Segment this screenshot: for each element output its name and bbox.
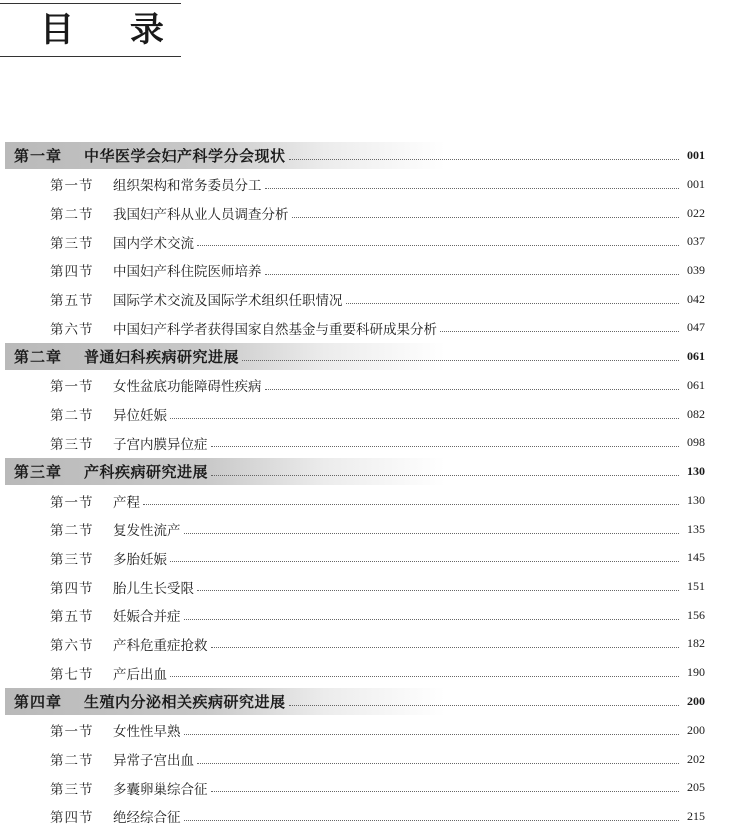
chapter-row[interactable] xyxy=(5,142,730,169)
section-label xyxy=(0,720,181,740)
section-number: 第一节 xyxy=(50,178,94,195)
page-number: 156 xyxy=(687,607,705,622)
section-row[interactable] xyxy=(0,515,730,544)
page-number: 042 xyxy=(687,291,705,306)
page-number: 037 xyxy=(687,234,705,249)
dot-leader xyxy=(184,820,680,821)
dot-leader xyxy=(265,188,680,189)
page-number: 082 xyxy=(687,406,705,421)
page-number: 151 xyxy=(687,579,705,594)
chapter-title: 生殖内分泌相关疾病研究进展 xyxy=(84,693,286,711)
section-title: 中国妇产科学者获得国家自然基金与重要科研成果分析 xyxy=(113,321,437,338)
section-label xyxy=(0,806,181,826)
section-number: 第一节 xyxy=(50,724,94,741)
section-number: 第四节 xyxy=(50,264,94,281)
section-title: 绝经综合征 xyxy=(113,810,181,827)
section-number: 第三节 xyxy=(50,436,94,453)
chapter-number: 第三章 xyxy=(14,463,63,482)
chapter-label xyxy=(5,346,239,367)
section-title: 胎儿生长受限 xyxy=(113,580,194,597)
dot-leader xyxy=(211,791,680,792)
section-label xyxy=(0,577,194,597)
dot-leader xyxy=(346,303,680,304)
chapter-label xyxy=(5,145,286,166)
dot-leader xyxy=(184,619,680,620)
section-label xyxy=(0,663,167,683)
section-title: 复发性流产 xyxy=(113,523,181,540)
page-number: 200 xyxy=(687,722,705,737)
section-number: 第六节 xyxy=(50,637,94,654)
chapter-label xyxy=(5,691,286,712)
chapter-title: 普通妇科疾病研究进展 xyxy=(84,348,240,367)
section-title: 产程 xyxy=(113,494,140,511)
page-number: 022 xyxy=(687,205,705,220)
page-number: 061 xyxy=(687,377,705,392)
dot-leader xyxy=(292,217,680,218)
section-title: 多囊卵巢综合征 xyxy=(113,781,208,798)
section-row[interactable] xyxy=(0,429,730,458)
section-label xyxy=(0,634,208,654)
section-title: 子宫内膜异位症 xyxy=(113,436,208,453)
section-label xyxy=(0,778,208,798)
section-title: 女性盆底功能障碍性疾病 xyxy=(113,379,262,396)
dot-leader xyxy=(184,734,680,735)
section-label xyxy=(0,404,167,424)
page-title: 目 录 xyxy=(40,10,186,50)
section-row[interactable] xyxy=(0,313,730,342)
section-number: 第三节 xyxy=(50,551,94,568)
dot-leader xyxy=(197,245,679,246)
section-label xyxy=(0,749,194,769)
section-row[interactable] xyxy=(0,544,730,573)
section-row[interactable] xyxy=(0,658,730,687)
dot-leader xyxy=(143,504,679,505)
page-number: 205 xyxy=(687,780,705,795)
chapter-number: 第一章 xyxy=(14,147,63,165)
section-title: 我国妇产科从业人员调查分析 xyxy=(113,207,289,224)
dot-leader xyxy=(265,389,680,390)
page-number: 215 xyxy=(687,808,705,823)
section-row[interactable] xyxy=(0,773,730,802)
section-row[interactable] xyxy=(0,256,730,285)
section-row[interactable] xyxy=(0,199,730,228)
section-label xyxy=(0,260,262,280)
section-title: 组织架构和常务委员分工 xyxy=(113,178,262,195)
dot-leader xyxy=(211,475,679,476)
chapter-label xyxy=(5,461,208,482)
chapter-title: 产科疾病研究进展 xyxy=(84,463,209,482)
dot-leader xyxy=(265,274,680,275)
section-title: 异位妊娠 xyxy=(113,408,167,425)
page-number: 182 xyxy=(687,636,705,651)
chapter-row[interactable] xyxy=(5,343,730,370)
section-number: 第二节 xyxy=(50,523,94,540)
header-rule-top xyxy=(0,3,181,4)
section-number: 第五节 xyxy=(50,609,94,626)
section-title: 多胎妊娠 xyxy=(113,551,167,568)
dot-leader xyxy=(197,590,679,591)
section-number: 第一节 xyxy=(50,379,94,396)
dot-leader xyxy=(289,705,679,706)
dot-leader xyxy=(170,561,679,562)
section-number: 第三节 xyxy=(50,235,94,252)
section-row[interactable] xyxy=(0,486,730,515)
section-number: 第三节 xyxy=(50,781,94,798)
section-title: 异常子宫出血 xyxy=(113,753,194,770)
page-number: 145 xyxy=(687,550,705,565)
section-number: 第五节 xyxy=(50,293,94,310)
dot-leader xyxy=(242,360,679,361)
page-number: 047 xyxy=(687,320,705,335)
page-number: 202 xyxy=(687,751,705,766)
section-number: 第二节 xyxy=(50,207,94,224)
dot-leader xyxy=(211,446,680,447)
section-label xyxy=(0,232,194,252)
dot-leader xyxy=(440,331,679,332)
chapter-row[interactable] xyxy=(5,688,730,715)
section-number: 第二节 xyxy=(50,753,94,770)
page-number: 001 xyxy=(687,176,705,191)
chapter-number: 第四章 xyxy=(14,693,63,711)
section-label xyxy=(0,548,167,568)
section-row[interactable] xyxy=(0,227,730,256)
page-number: 130 xyxy=(687,464,705,479)
header-rule-bottom xyxy=(0,56,181,57)
dot-leader xyxy=(170,676,679,677)
section-label xyxy=(0,289,343,309)
page-number: 001 xyxy=(687,148,705,162)
section-title: 中国妇产科住院医师培养 xyxy=(113,264,262,281)
dot-leader xyxy=(197,763,679,764)
dot-leader xyxy=(289,159,679,160)
section-row[interactable] xyxy=(0,745,730,774)
section-row[interactable] xyxy=(0,285,730,314)
section-row[interactable] xyxy=(0,572,730,601)
dot-leader xyxy=(184,533,680,534)
section-number: 第七节 xyxy=(50,666,94,683)
page-number: 135 xyxy=(687,521,705,536)
section-label xyxy=(0,375,262,395)
section-row[interactable] xyxy=(0,716,730,745)
section-title: 产后出血 xyxy=(113,666,167,683)
section-label xyxy=(0,174,262,194)
section-number: 第二节 xyxy=(50,408,94,425)
chapter-number: 第二章 xyxy=(14,348,63,367)
section-label xyxy=(0,433,208,453)
section-label xyxy=(0,605,181,625)
section-number: 第六节 xyxy=(50,321,94,338)
chapter-title: 中华医学会妇产科学分会现状 xyxy=(84,147,286,165)
section-title: 女性性早熟 xyxy=(113,724,181,741)
section-number: 第一节 xyxy=(50,494,94,511)
section-row[interactable] xyxy=(0,802,730,831)
section-number: 第四节 xyxy=(50,580,94,597)
section-row[interactable] xyxy=(0,371,730,400)
section-label xyxy=(0,318,437,338)
page-number: 200 xyxy=(687,694,705,708)
section-row[interactable] xyxy=(0,630,730,659)
chapter-row[interactable] xyxy=(5,458,730,485)
toc-header xyxy=(0,0,186,58)
page-number: 190 xyxy=(687,665,705,680)
section-title: 国际学术交流及国际学术组织任职情况 xyxy=(113,293,343,310)
section-label xyxy=(0,519,181,539)
section-title: 妊娠合并症 xyxy=(113,609,181,626)
section-number: 第四节 xyxy=(50,810,94,827)
page-number: 130 xyxy=(687,493,705,508)
section-label xyxy=(0,203,289,223)
section-row[interactable] xyxy=(0,601,730,630)
section-title: 国内学术交流 xyxy=(113,235,194,252)
section-row[interactable] xyxy=(0,170,730,199)
section-row[interactable] xyxy=(0,400,730,429)
table-of-contents xyxy=(0,141,730,831)
page-number: 098 xyxy=(687,435,705,450)
dot-leader xyxy=(170,418,679,419)
section-label xyxy=(0,491,140,511)
dot-leader xyxy=(211,647,680,648)
page-number: 039 xyxy=(687,262,705,277)
page-number: 061 xyxy=(687,349,705,364)
section-title: 产科危重症抢救 xyxy=(113,637,208,654)
